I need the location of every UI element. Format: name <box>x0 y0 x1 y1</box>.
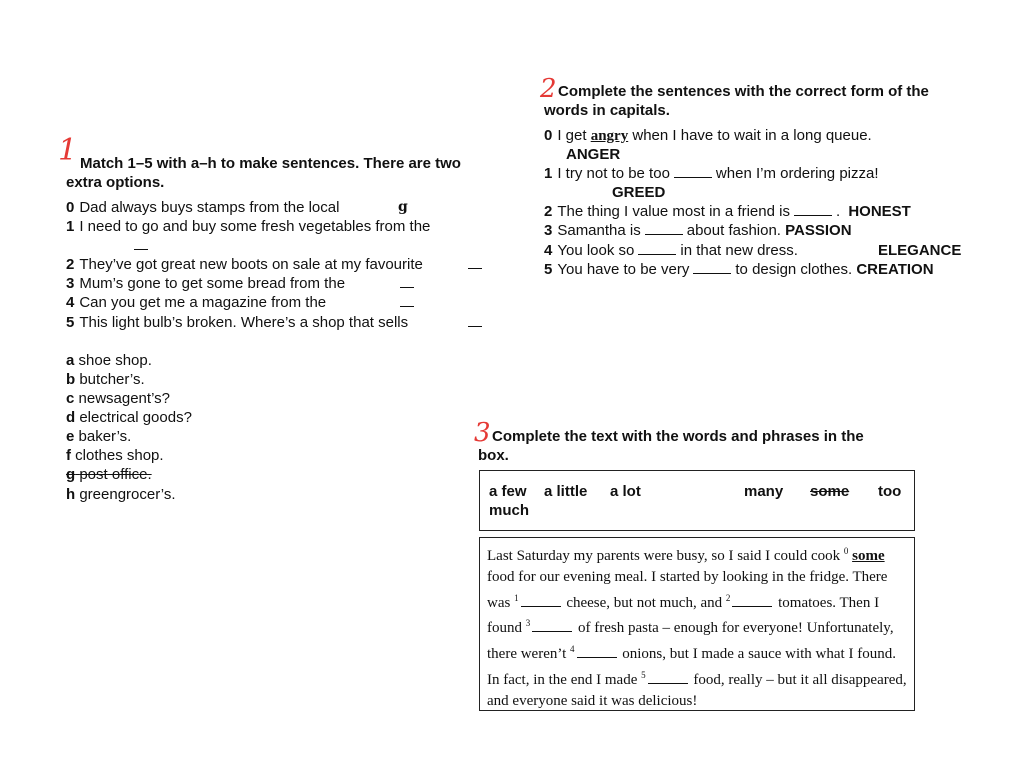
ex1-option-b: b butcher’s. <box>66 371 145 388</box>
ex2-sentence-5-capital: CREATION <box>856 261 934 278</box>
gap-fill-text: Last Saturday my parents were busy, so I said I could cook $^0$ some food for our evening meal. I started by looking in the fridge. There was $^1$ cheese, but not much, and $^2$ tomatoes. Then I found $^3$ of fresh pasta – enough for everyone! Unfortunately, there weren’t $^4$ onions, but I made a sauce with what I found. In fact, in the end I made $^5$ food, really – but it all disappeared, and everyone said it was delicious! <box>487 546 907 709</box>
ex2-sentence-1-capital: GREED <box>612 184 666 201</box>
ex2-sentence-0: 0 I get angry when I have to wait in a long queue. <box>544 127 872 144</box>
ex2-sentence-2: 2 The thing I value most in a friend is . HONEST <box>544 203 911 220</box>
ex1-item-3-blank[interactable] <box>400 274 414 293</box>
exercise-3-instruction: Complete the text with the words and phrases in the <box>492 428 864 445</box>
word-box-item: a few <box>489 483 527 500</box>
ex1-item-5-blank[interactable] <box>468 313 482 332</box>
gap-5-blank[interactable] <box>648 671 688 684</box>
gap-1-blank[interactable] <box>521 594 561 607</box>
exercise-3-instruction-cont: box. <box>478 447 509 464</box>
ex2-sentence-3-blank[interactable] <box>645 222 683 235</box>
ex2-sentence-3-capital: PASSION <box>785 222 852 239</box>
word-box-item: too <box>878 483 902 500</box>
ex2-sentence-4-capital: ELEGANCE <box>878 242 962 259</box>
ex1-option-a: a shoe shop. <box>66 352 152 369</box>
ex1-item-4: 4 Can you get me a magazine from the <box>66 294 327 311</box>
word-box-item: much <box>489 502 530 519</box>
exercise-number-mark: 3 <box>474 418 491 448</box>
ex2-sentence-1-blank[interactable] <box>674 165 712 178</box>
ex2-sentence-5: 5 You have to be very to design clothes. CREATION <box>544 261 934 278</box>
ex1-item-1-blank[interactable] <box>134 236 148 255</box>
exercise-2-instruction: Complete the sentences with the correct form of the <box>558 83 929 100</box>
gap-0-answer: some <box>852 548 885 564</box>
exercise-number-mark: 1 <box>58 133 78 168</box>
text-box <box>479 537 915 711</box>
ex1-option-g-crossed: g post office. <box>66 466 152 483</box>
ex2-sentence-4-blank[interactable] <box>638 242 676 255</box>
ex1-item-0-answer: g <box>398 199 408 215</box>
exercise-1-instruction: Match 1–5 with a–h to make sentences. There are two <box>80 155 461 172</box>
ex2-sentence-3: 3 Samantha is about fashion. PASSION <box>544 222 852 239</box>
ex2-sentence-0-capital: ANGER <box>566 146 621 163</box>
ex2-sentence-5-blank[interactable] <box>693 261 731 274</box>
ex2-sentence-0-answer: angry <box>590 128 629 144</box>
ex1-item-0: 0 Dad always buys stamps from the local <box>66 199 340 216</box>
gap-4-blank[interactable] <box>577 645 617 658</box>
ex2-sentence-2-capital: HONEST <box>848 203 911 220</box>
ex1-option-d: d electrical goods? <box>66 409 192 426</box>
gap-2-blank[interactable] <box>732 594 772 607</box>
ex1-item-2-blank[interactable] <box>468 255 482 274</box>
word-box-item-crossed: some <box>810 483 850 500</box>
ex1-item-1: 1 I need to go and buy some fresh vegetables from the <box>66 218 431 235</box>
ex1-option-h: h greengrocer’s. <box>66 486 176 503</box>
ex1-option-c: c newsagent’s? <box>66 390 170 407</box>
word-box-item: a lot <box>610 483 641 500</box>
exercise-1-instruction-cont: extra options. <box>66 174 165 191</box>
word-box-item: a little <box>544 483 588 500</box>
ex2-sentence-1: 1 I try not to be too when I’m ordering pizza! <box>544 165 879 182</box>
ex1-item-3: 3 Mum’s gone to get some bread from the <box>66 275 346 292</box>
ex1-item-4-blank[interactable] <box>400 293 414 312</box>
ex1-option-e: e baker’s. <box>66 428 132 445</box>
word-box-item: many <box>744 483 784 500</box>
gap-3-blank[interactable] <box>532 619 572 632</box>
ex1-item-5: 5 This light bulb’s broken. Where’s a shop that sells <box>66 314 409 331</box>
exercise-number-mark: 2 <box>540 74 557 104</box>
ex1-item-2: 2 They’ve got great new boots on sale at my favourite <box>66 256 423 273</box>
ex1-option-f: f clothes shop. <box>66 447 164 464</box>
word-box <box>479 470 915 531</box>
ex2-sentence-2-blank[interactable] <box>794 203 832 216</box>
ex2-sentence-4: 4 You look so in that new dress. <box>544 242 798 259</box>
exercise-2-instruction-cont: words in capitals. <box>544 102 670 119</box>
